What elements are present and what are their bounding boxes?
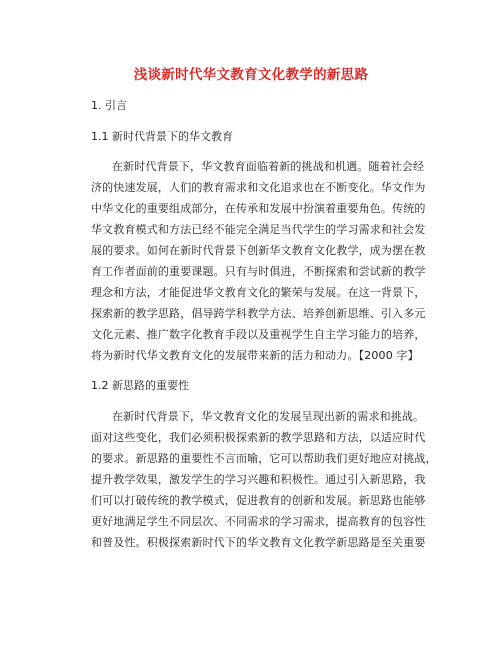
paragraph-line: 济的快速发展，人们的教育需求和文化追求也在不断变化。华文作为	[91, 181, 426, 194]
paragraph-line: 探索新的教学思路，倡导跨学科教学方法、培养创新思维、引入多元	[91, 307, 426, 320]
heading-section-1-1: 1.1 新时代背景下的华文教育	[91, 130, 233, 143]
heading-introduction: 1. 引言	[91, 99, 127, 112]
paragraph-line: 展的要求。如何在新时代背景下创新华文教育文化教学，成为摆在教	[91, 244, 426, 257]
paragraph-line: 在新时代背景下，华文教育文化的发展呈现出新的需求和挑战。	[112, 410, 425, 423]
paragraph-line: 理念和方法，才能促进华文教育文化的繁荣与发展。在这一背景下，	[91, 286, 426, 299]
paragraph-line: 华文教育模式和方法已经不能完全满足当代学生的学习需求和社会发	[91, 223, 426, 236]
paragraph-line: 在新时代背景下，华文教育面临着新的挑战和机遇。随着社会经	[112, 160, 425, 173]
paragraph-line: 和普及性。积极探索新时代下的华文教育文化教学新思路是至关重要	[91, 536, 426, 549]
paragraph-line: 将为新时代华文教育文化的发展带来新的活力和动力。【2000 字】	[91, 349, 419, 362]
paragraph-line: 文化元素、推广数字化教育手段以及重视学生自主学习能力的培养，	[91, 328, 426, 341]
paragraph-line: 面对这些变化，我们必须积极探索新的教学思路和方法，以适应时代	[91, 431, 426, 444]
paragraph-line: 的要求。新思路的重要性不言而喻，它可以帮助我们更好地应对挑战，	[91, 452, 437, 465]
paragraph-line: 提升教学效果，激发学生的学习兴趣和积极性。通过引入新思路，我	[91, 473, 426, 486]
paragraph-line: 更好地满足学生不同层次、不同需求的学习需求，提高教育的包容性	[91, 515, 426, 528]
paragraph-line: 育工作者面前的重要课题。只有与时俱进，不断探索和尝试新的教学	[91, 265, 426, 278]
heading-section-1-2: 1.2 新思路的重要性	[91, 379, 189, 392]
document-title: 浅谈新时代华文教育文化教学的新思路	[133, 67, 369, 83]
paragraph-line: 中华文化的重要组成部分，在传承和发展中扮演着重要角色。传统的	[91, 202, 426, 215]
paragraph-line: 们可以打破传统的教学模式，促进教育的创新和发展。新思路也能够	[91, 494, 426, 507]
